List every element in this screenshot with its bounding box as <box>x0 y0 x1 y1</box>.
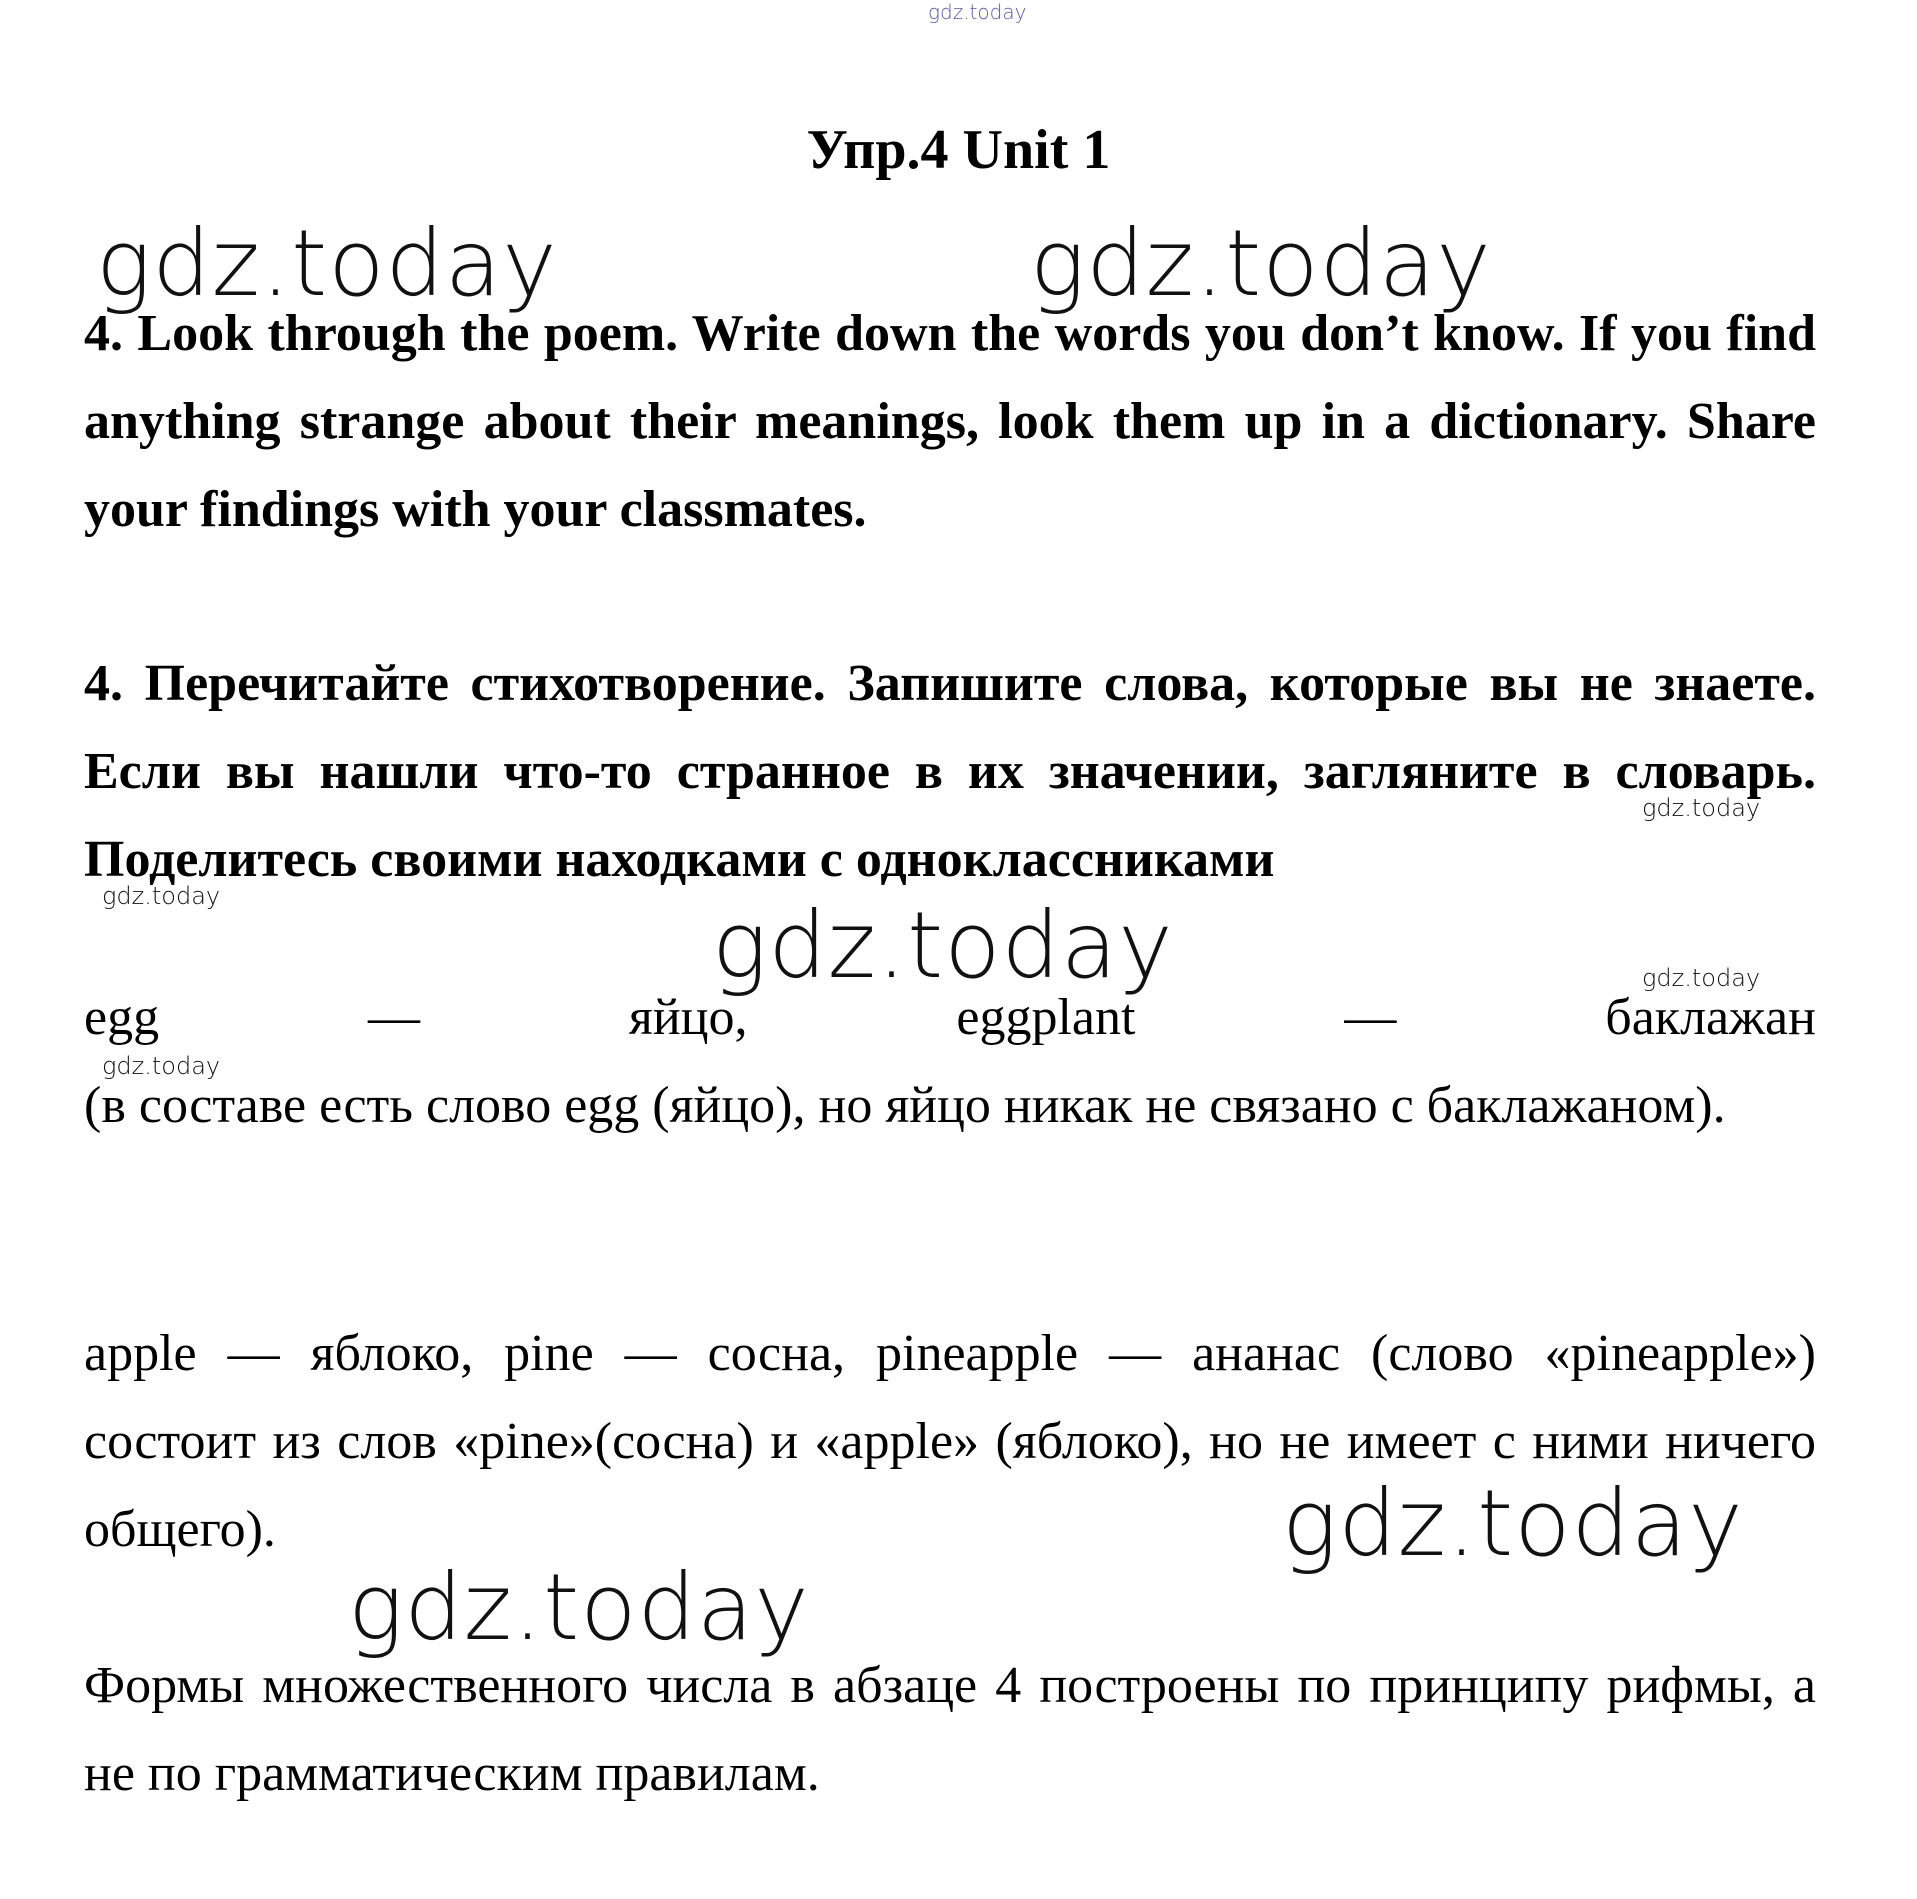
word: — <box>1344 989 1397 1046</box>
answer-pineapple: apple — яблоко, pine — сосна, pineapple — ананас (слово «pineapple») состоит из слов «pine»(сосна) и «apple» (яблоко), но не имеет с ними ничего общего). <box>84 1325 1816 1558</box>
word: — <box>368 989 420 1046</box>
answer-egg-explanation: (в составе есть слово egg (яйцо), но яйцо никак не связано с баклажаном). <box>84 1077 1726 1134</box>
watermark-small: gdz.today <box>1642 794 1761 822</box>
watermark-large: gdz.today <box>712 892 1174 999</box>
word: яйцо, <box>628 989 748 1046</box>
task-russian: 4. Перечитайте стихотворение. Запишите слова, которые вы не знаете. Если вы нашли что-то странное в их значении, загляните в словарь. Поделитесь своими находками с одноклассниками <box>84 655 1816 888</box>
task-english: 4. Look through the poem. Write down the words you don’t know. If you find anything strange about their meanings, look them up in a dictionary. Share your findings with your classmates. <box>84 305 1816 538</box>
answer-plural-forms: Формы множественного числа в абзаце 4 построены по принципу рифмы, а не по грамматическим правилам. <box>84 1657 1816 1802</box>
watermark-small: gdz.today <box>102 882 221 910</box>
watermark-small: gdz.today <box>1642 964 1761 992</box>
answer-egg-line <box>84 974 1816 1062</box>
watermark-small: gdz.today <box>102 1052 221 1080</box>
word: egg <box>84 989 160 1046</box>
watermark-large: gdz.today <box>1282 1470 1744 1577</box>
watermark-large: gdz.today <box>348 1554 810 1661</box>
word: eggplant <box>956 989 1136 1046</box>
watermark-large: gdz.today <box>1030 210 1492 317</box>
watermark-large: gdz.today <box>96 210 558 317</box>
watermark-top: gdz.today <box>928 0 1027 24</box>
page-title: Упр.4 Unit 1 <box>806 119 1111 181</box>
word: баклажан <box>1605 989 1816 1046</box>
